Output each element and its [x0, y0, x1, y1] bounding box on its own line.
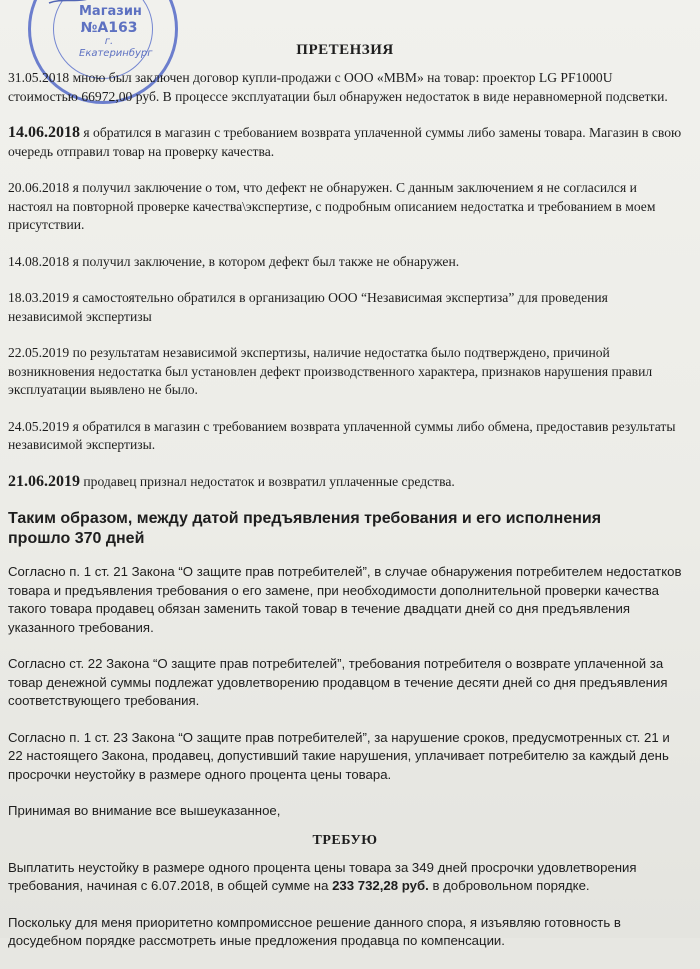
paragraph-independent-expertise: 18.03.2019 я самостоятельно обратился в организацию ООО “Независимая экспертиза” для проведения независимой экспертизы: [8, 290, 608, 324]
date-refund: 21.06.2019: [8, 472, 80, 490]
refund-text: продавец признал недостаток и возвратил уплаченные средства.: [80, 473, 455, 489]
paragraph-second-report: 14.08.2018 я получил заключение, в котором дефект был также не обнаружен.: [8, 253, 460, 269]
stamp-number: №А163: [80, 19, 138, 36]
demand-title: ТРЕБУЮ: [312, 832, 378, 848]
final-paragraph: Поскольку для меня приоритетно компромиссное решение данного спора, я изъявляю готовность в досудебном порядке рассмотреть иные предложения продавца по компенсации.: [8, 914, 621, 948]
law-article-22: Согласно ст. 22 Закона “О защите прав потребителей”, требования потребителя о возврате уплаченной за товар денежной суммы подлежат удовлетворению продавцом в течение десяти дней со дня предъявления соответствующего требования.: [8, 656, 668, 708]
conclusion-line-2: прошло 370 дней: [8, 530, 145, 547]
conclusion-line-1: Таким образом, между датой предъявления требования и его исполнения: [8, 510, 602, 527]
paragraph-expertise-result: 22.05.2019 по результатам независимой экспертизы, наличие недостатка было подтверждено, причиной возникновения недостатка был установлен дефект производственного характера, признаков нарушения правил эксплуатации выявлено не было.: [8, 345, 653, 397]
law-article-23: Согласно п. 1 ст. 23 Закона “О защите прав потребителей”, за нарушение сроков, предусмотренных ст. 21 и 22 настоящего Закона, продавец, допустивший такие нарушения, уплачивает потребителю за каждый день просрочки неустойку в размере одного процента цены товара.: [8, 729, 670, 782]
demand-amount: 233 732,28 руб.: [332, 878, 429, 893]
law-article-21: Согласно п. 1 ст. 21 Закона “О защите прав потребителей”, в случае обнаружения потребителем недостатков товара и предъявления требования о его замене, при необходимости дополнительной проверки качества такого товара продавец обязан заменить такой товар в течение двадцати дней со дня предъявления указанного требования.: [8, 564, 682, 635]
document-title: ПРЕТЕНЗИЯ: [296, 42, 394, 58]
paragraph-first-report: 20.06.2018 я получил заключение о том, что дефект не обнаружен. С данным заключением я не согласился и настоял на повторной проверке качества\экспертизе, с подробным описанием недостатка и требованием в моем присутствии.: [8, 180, 656, 232]
demand-paragraph: [8, 859, 682, 896]
demand-text-before: Выплатить неустойку в размере одного процента цены товара за 349 дней просрочки удовлетворения требования, начиная с 6.07.2018, в общей сумме на: [8, 859, 637, 893]
paragraph-first-claim: [8, 124, 682, 161]
paragraph-second-claim: 24.05.2019 я обратился в магазин с требованием возврата уплаченной суммы либо обмена, предоставив результаты независимой экспертизы.: [8, 418, 676, 452]
paragraph-refund: [8, 473, 682, 492]
stamp-city: г. Екатеринбург: [79, 36, 153, 59]
demand-text-after: в добровольном порядке.: [428, 878, 590, 893]
paragraph-contract: 31.05.2018 мною был заключен договор купли-продажи с ООО «МВМ» на товар: проектор LG PF1000U стоимостью 66972,00 руб. В процессе эксплуатации был обнаружен недостаток в виде неравномерной подсветки.: [8, 70, 668, 104]
considering-line: Принимая во внимание все вышеуказанное,: [8, 803, 281, 818]
first-claim-text: я обратился в магазин с требованием возврата уплаченной суммы либо замены товара. Магазин в свою очередь отправил товар на проверку качества.: [8, 125, 682, 159]
document-body: [8, 42, 682, 969]
conclusion-heading: [8, 509, 682, 549]
stamp-name: Магазин: [79, 4, 142, 19]
date-first-claim: 14.06.2018: [8, 124, 80, 141]
